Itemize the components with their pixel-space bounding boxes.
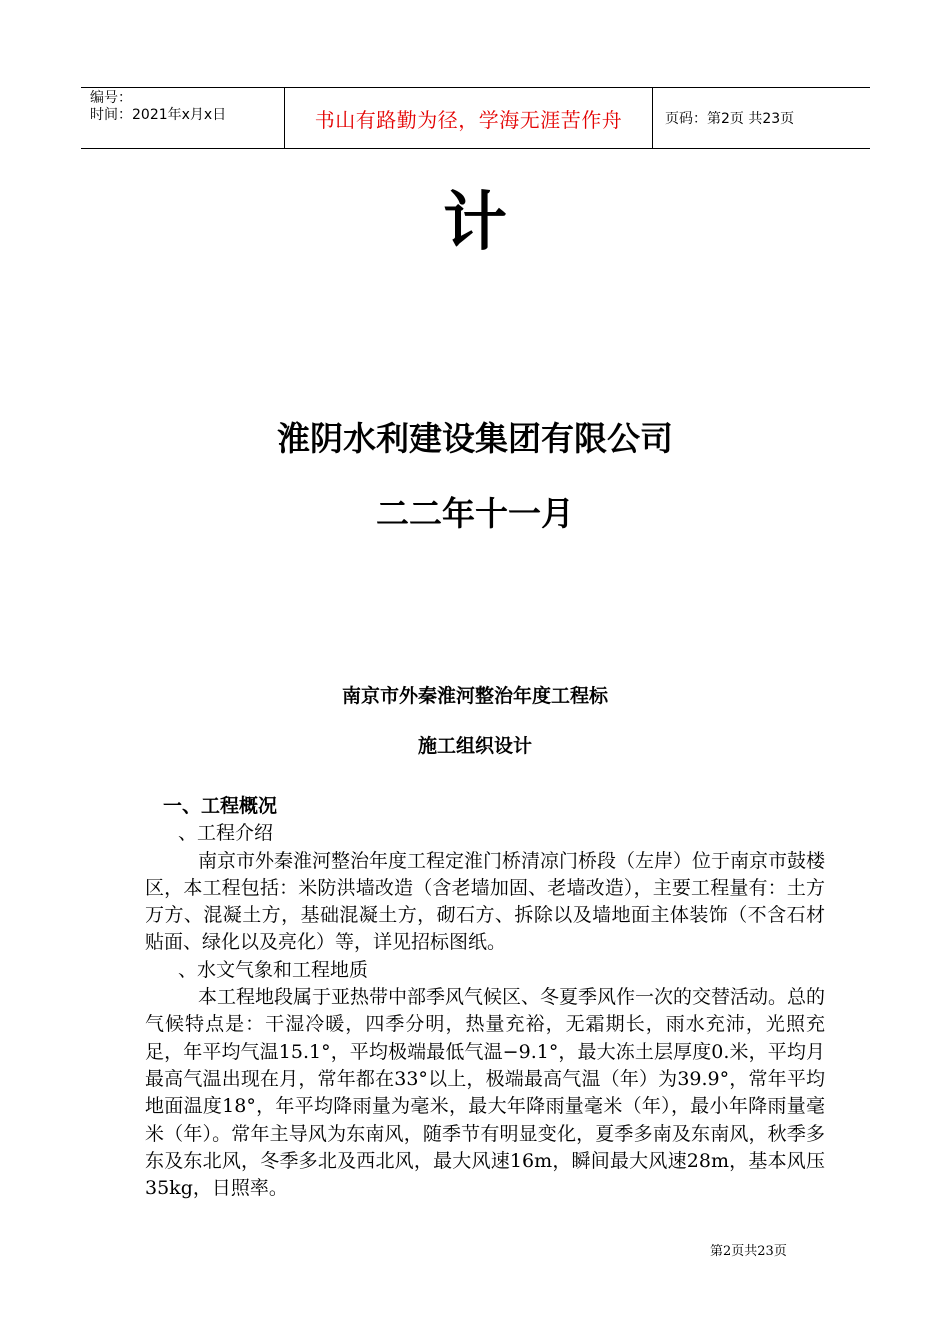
document-subtitle: 施工组织设计 — [417, 735, 532, 757]
company-name: 淮阴水利建设集团有限公司 — [277, 419, 673, 458]
paragraph: 南京市外秦淮河整治年度工程定淮门桥清凉门桥段（左岸）位于南京市鼓楼区，本工程包括：米防洪墙改造（含老墙加固、老墙改造），主要工程量有：土方万方、混凝土方，基础混凝土方，砌石方、拆除以及墙地面主体装饰（不含石材贴面、绿化以及亮化）等，详见招标图纸。 — [145, 849, 826, 954]
cover-date: 二二年十一月 — [376, 494, 574, 533]
number-label: 编号： — [90, 90, 132, 106]
header-page-label: 页码：第2页 共23页 — [665, 111, 795, 127]
subsection-heading: 、工程介绍 — [178, 822, 274, 845]
document-body — [145, 793, 825, 1202]
cover-character: 计 — [443, 186, 507, 260]
subsection-heading: 、水文气象和工程地质 — [178, 958, 369, 981]
header-meta — [81, 88, 285, 148]
section-heading: 一、工程概况 — [163, 795, 278, 817]
header-motto: 书山有路勤为径，学海无涯苦作舟 — [285, 88, 653, 148]
page-footer: 第2页共23页 — [710, 1244, 787, 1259]
document-title: 南京市外秦淮河整治年度工程标 — [341, 685, 608, 707]
page-header — [81, 87, 870, 149]
time-label: 时间：2021年x月x日 — [90, 107, 227, 123]
paragraph: 本工程地段属于亚热带中部季风气候区、冬夏季风作一次的交替活动。总的气候特点是：干湿冷暖，四季分明，热量充裕，无霜期长，雨水充沛，光照充足，年平均气温15.1°，平均极端最低气温−9.1°，最大冻土层厚度0.米，平均月最高气温出现在月，常年都在33°以上，极端最高气温（年）为39.9°，常年平均地面温度18°，年平均降雨量为毫米，最大年降雨量毫米（年），最小年降雨量毫米（年）。常年主导风为东南风，随季节有明显变化，夏季多南及东南风，秋季多东及东北风，冬季多北及西北风，最大风速16m，瞬间最大风速28m，基本风压35kg，日照率。 — [145, 986, 826, 1200]
